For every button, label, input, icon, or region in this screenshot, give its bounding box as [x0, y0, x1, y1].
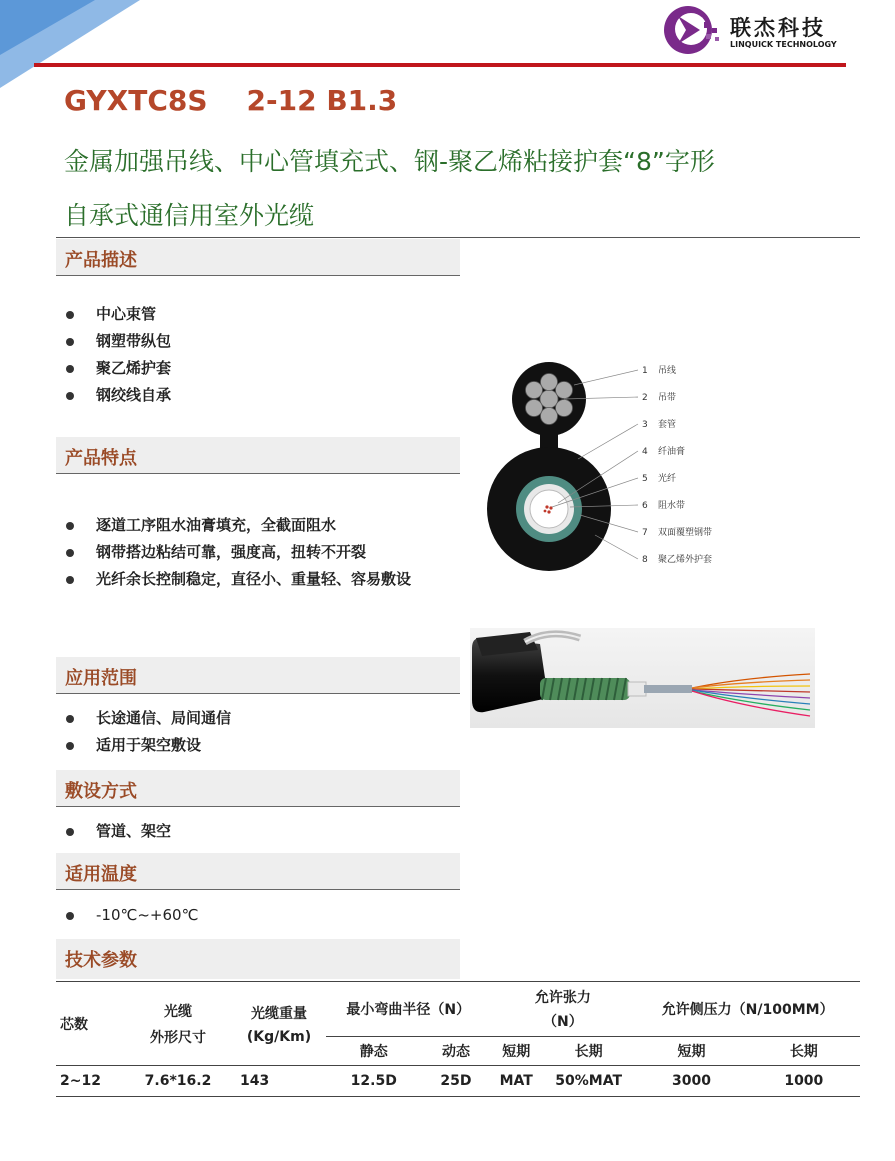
company-logo — [660, 2, 850, 58]
section-title: 产品描述 — [65, 250, 137, 271]
list-item: 管道、架空 — [66, 818, 171, 845]
header-crush-long: 长期 — [748, 1037, 860, 1066]
header-weight — [232, 982, 326, 1066]
section-title: 应用范围 — [65, 668, 137, 689]
header-dimension-line-2: 外形尺寸 — [150, 1029, 206, 1046]
logo-mark-icon — [660, 2, 724, 58]
header-dimension-line-1: 光缆 — [164, 1003, 192, 1020]
list-item: 长途通信、局间通信 — [66, 705, 231, 732]
header-rule — [34, 63, 846, 67]
logo-name-cn: 联杰科技 — [730, 16, 826, 40]
list-item: 钢塑带纵包 — [66, 328, 171, 355]
header-fibers: 芯数 — [56, 982, 124, 1066]
list-item: 光纤余长控制稳定，直径小、重量轻、容易敷设 — [66, 566, 436, 593]
list-item: 适用于架空敷设 — [66, 732, 231, 759]
list-item: 钢绞线自承 — [66, 382, 171, 409]
subtitle-line-2: 自承式通信用室外光缆 — [64, 201, 315, 230]
cell-tension-long: 50%MAT — [542, 1066, 635, 1097]
header-tension-long: 长期 — [542, 1037, 635, 1066]
header-bend-dynamic: 动态 — [422, 1037, 491, 1066]
header-tension-line-2: （N） — [543, 1014, 583, 1030]
list-item: 钢带搭边粘结可靠，强度高，扭转不开裂 — [66, 539, 436, 566]
cell-crush-long: 1000 — [748, 1066, 860, 1097]
temperature-list — [66, 902, 198, 929]
header-tension-line-1: 允许张力 — [534, 990, 591, 1006]
subtitle-line-1: 金属加强吊线、中心管填充式、钢-聚乙烯粘接护套“8”字形 — [64, 147, 715, 176]
diagram-label-num: 8 — [642, 555, 648, 565]
section-top-rule — [56, 237, 860, 238]
section-header-description — [56, 239, 460, 276]
diagram-label-num: 2 — [642, 393, 648, 403]
header-tension-short: 短期 — [490, 1037, 541, 1066]
header-tension — [490, 982, 635, 1037]
logo-name-en: LINQUICK TECHNOLOGY — [730, 40, 837, 49]
model-title: GYXTC8S 2-12 B1.3 — [64, 84, 398, 117]
list-item: -10℃~+60℃ — [66, 902, 198, 929]
section-title: 产品特点 — [65, 448, 137, 469]
diagram-label-num: 7 — [642, 528, 648, 538]
section-header-params — [56, 939, 460, 979]
diagram-label-text: 吊带 — [658, 393, 677, 403]
section-header-laying — [56, 770, 460, 807]
header-weight-line-1: 光缆重量 — [251, 1005, 307, 1022]
corner-decoration — [0, 0, 140, 90]
diagram-label-text: 双面覆塑钢带 — [658, 528, 713, 538]
application-list — [66, 705, 231, 759]
section-header-application — [56, 657, 460, 694]
diagram-label-num: 4 — [642, 447, 648, 457]
cell-weight: 143 — [232, 1066, 326, 1097]
header-dimension — [124, 982, 232, 1066]
diagram-label-num: 5 — [642, 474, 648, 484]
header-weight-line-2: (Kg/Km) — [246, 1028, 312, 1045]
diagram-label-num: 6 — [642, 501, 648, 511]
header-bend-radius: 最小弯曲半径（N） — [326, 982, 490, 1037]
diagram-label-text: 套管 — [658, 420, 677, 430]
list-item: 聚乙烯护套 — [66, 355, 171, 382]
cell-bend-dynamic: 25D — [422, 1066, 491, 1097]
cable-product-photo — [470, 628, 815, 728]
section-title: 敷设方式 — [65, 781, 137, 802]
diagram-label-text: 阻水带 — [658, 501, 686, 511]
features-list — [66, 512, 436, 593]
spec-table — [56, 981, 860, 1097]
table-row — [56, 1066, 860, 1097]
diagram-label-text: 纤油膏 — [658, 447, 686, 457]
cell-dimension: 7.6*16.2 — [124, 1066, 232, 1097]
section-title: 技术参数 — [65, 950, 137, 971]
header-crush-short: 短期 — [635, 1037, 747, 1066]
section-title: 适用温度 — [65, 864, 137, 885]
cell-bend-static: 12.5D — [326, 1066, 422, 1097]
diagram-label-text: 吊线 — [658, 366, 677, 376]
cell-tension-short: MAT — [490, 1066, 541, 1097]
laying-list — [66, 818, 171, 845]
cell-crush-short: 3000 — [635, 1066, 747, 1097]
header-bend-static: 静态 — [326, 1037, 422, 1066]
diagram-label-num: 1 — [642, 366, 648, 376]
cell-fibers: 2~12 — [56, 1066, 124, 1097]
cable-cross-section-diagram — [470, 355, 770, 585]
diagram-label-num: 3 — [642, 420, 648, 430]
diagram-label-text: 聚乙烯外护套 — [658, 555, 713, 565]
list-item: 逐道工序阻水油膏填充，全截面阻水 — [66, 512, 436, 539]
header-crush: 允许侧压力（N/100MM） — [635, 982, 860, 1037]
section-header-temperature — [56, 853, 460, 890]
description-list — [66, 301, 171, 409]
diagram-label-text: 光纤 — [658, 474, 677, 484]
section-header-features — [56, 437, 460, 474]
list-item: 中心束管 — [66, 301, 171, 328]
